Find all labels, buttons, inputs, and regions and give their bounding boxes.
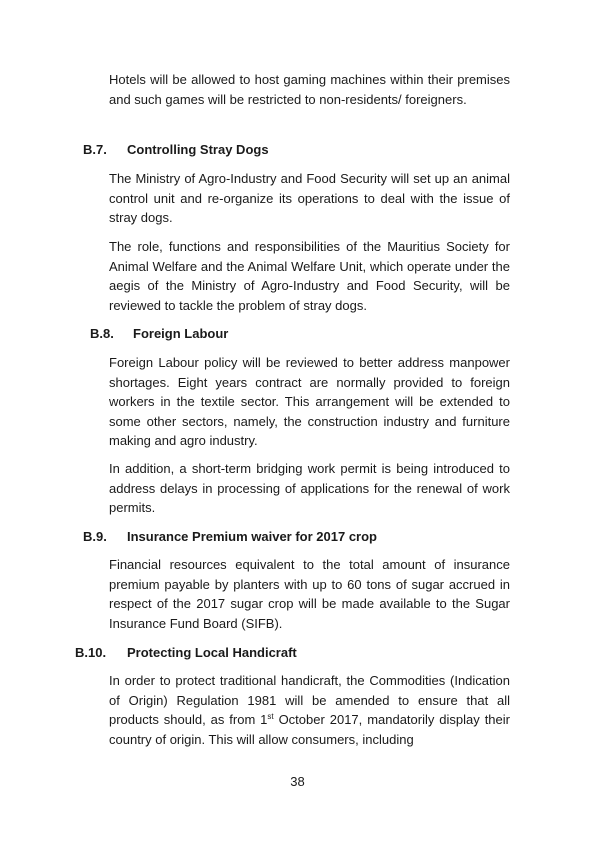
paragraph-insurance-premium: Financial resources equivalent to the total amount of insurance premium payable by planters with up to 60 tons of sugar accrued in respect of the 2017 sugar crop will be made available to the Sugar Insurance Fund Board (SIFB). <box>109 557 510 631</box>
paragraph-foreign-labour-2: In addition, a short-term bridging work permit is being introduced to address delays in processing of applications for the renewal of work permits. <box>109 461 510 515</box>
section-title: Protecting Local Handicraft <box>127 645 297 660</box>
section-title: Controlling Stray Dogs <box>127 142 269 157</box>
section-number: B.8. <box>90 326 114 341</box>
paragraph-hotels-gaming: Hotels will be allowed to host gaming machines within their premises and such games will be restricted to non-residents/ foreigners. <box>109 72 510 107</box>
paragraph-handicraft-text-start: In order to protect traditional handicraft, the Commodities (Indication of Origin) Regulation 1981 will be amended to ensure that all products should, as from 1 <box>109 673 510 727</box>
paragraph-handicraft-text-end: October 2017, mandatorily display their country of origin. This will allow consumers, including <box>109 712 510 747</box>
paragraph-foreign-labour-1: Foreign Labour policy will be reviewed to better address manpower shortages. Eight years contract are normally provided to foreign workers in the textile sector. This arrangement will be extended to some other sectors, namely, the construction industry and furniture making and agro industry. <box>109 355 510 448</box>
page-number: 38 <box>290 774 305 789</box>
section-title: Insurance Premium waiver for 2017 crop <box>127 529 377 544</box>
section-number: B.7. <box>83 142 107 157</box>
paragraph-stray-dogs-2: The role, functions and responsibilities of the Mauritius Society for Animal Welfare and the Animal Welfare Unit, which operate under the aegis of the Ministry of Agro-Industry and Food Security, will be reviewed to tackle the problem of stray dogs. <box>109 239 510 313</box>
paragraph-handicraft <box>109 671 510 749</box>
section-number: B.9. <box>83 529 107 544</box>
paragraph-stray-dogs-1: The Ministry of Agro-Industry and Food Security will set up an animal control unit and re-organize its operations to deal with the issue of stray dogs. <box>109 171 510 225</box>
ordinal-suffix: st <box>267 712 274 721</box>
section-title: Foreign Labour <box>133 326 229 341</box>
section-number: B.10. <box>75 645 107 660</box>
